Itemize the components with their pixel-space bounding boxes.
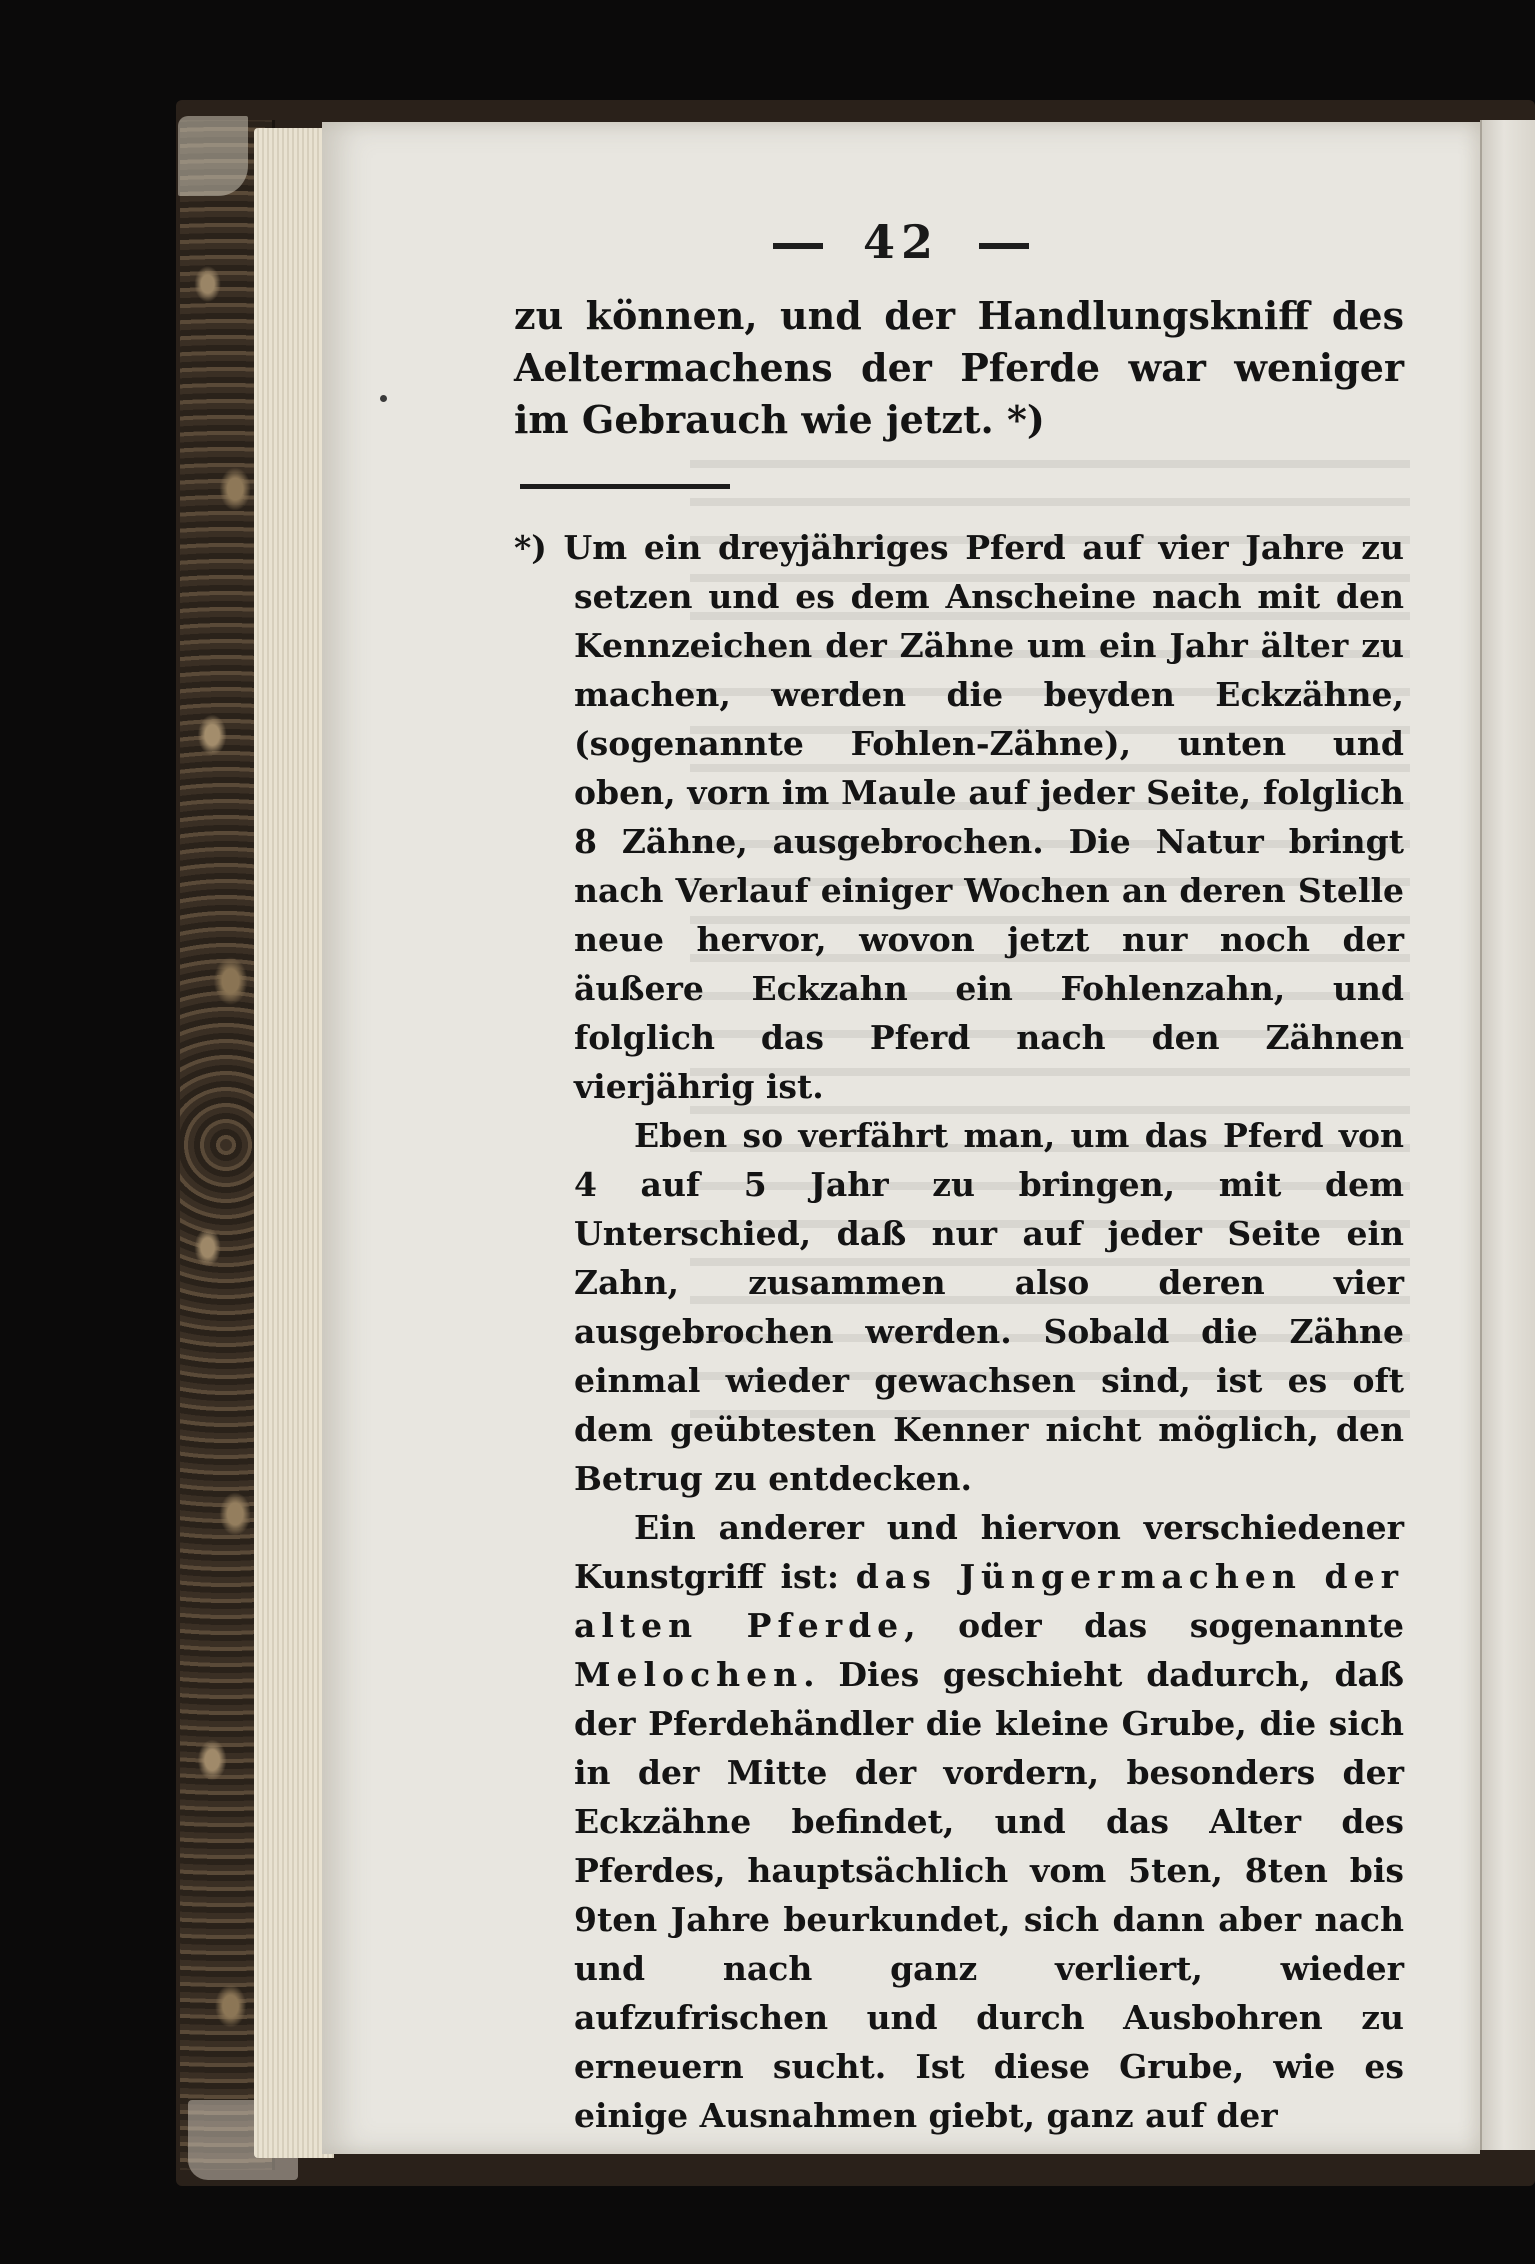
para3-spaced-term-1: das Jüngermachen der alten Pferde bbox=[574, 1557, 1404, 1645]
page-text bbox=[514, 290, 1404, 2140]
footnote-paragraph-2: Eben so verfährt man, um das Pferd von 4 auf 5 Jahr zu bringen, mit dem Unterschied, daß nur auf jeder Seite ein Zahn, zusammen also deren vier ausgebrochen werden. Sobald die Zähne einmal wieder gewachsen sind, ist es oft dem geübtesten Kenner nicht möglich, den Betrug zu entdecken. bbox=[574, 1116, 1404, 1498]
footnote-marker: *) bbox=[514, 528, 547, 567]
page-header bbox=[322, 215, 1480, 269]
header-dash-right bbox=[979, 243, 1029, 249]
header-dash-left bbox=[773, 243, 823, 249]
worn-corner-top bbox=[178, 116, 248, 196]
para3-after: . Dies geschieht dadurch, daß der Pferdehändler die kleine Grube, die sich in der Mitte der vordern, besonders der Eckzähne befindet, und das Alter des Pferdes, hauptsächlich vom 5ten, 8ten bis 9ten Jahre beurkundet, sich dann aber nach und nach ganz verliert, wieder aufzufrischen und durch Ausbohren zu erneuern sucht. Ist diese Grube, wie es einige Ausnahmen giebt, ganz auf der bbox=[574, 1655, 1404, 2135]
ink-speck bbox=[380, 395, 387, 402]
para3-middle: , oder das sogenannte bbox=[904, 1606, 1405, 1645]
main-paragraph: zu können, und der Handlungskniff des Aeltermachens der Pferde war weniger im Gebrauch wie jetzt. *) bbox=[514, 293, 1404, 442]
para3-spaced-term-2: Melochen bbox=[574, 1655, 804, 1694]
page-number: 42 bbox=[862, 215, 939, 269]
footnote-paragraph-3 bbox=[514, 1503, 1404, 2140]
facing-page-edge bbox=[1480, 120, 1535, 2150]
footnote-rule bbox=[520, 484, 730, 489]
footnote-text: Um ein dreyjähriges Pferd auf vier Jahre zu setzen und es dem Anscheine nach mit den Kennzeichen der Zähne um ein Jahr älter zu machen, werden die beyden Eckzähne, (sogenannte Fohlen-Zähne), unten und oben, vorn im Maule auf jeder Seite, folglich 8 Zähne, ausgebrochen. Die Natur bringt nach Verlauf einiger Wochen an deren Stelle neue hervor, wovon jetzt nur noch der äußere Eckzahn ein Fohlenzahn, und folglich das Pferd nach den Zähnen vierjährig ist. bbox=[563, 528, 1404, 1106]
para3-before: Ein anderer und hiervon verschiedener Kunstgriff ist: bbox=[574, 1508, 1404, 1596]
footnote bbox=[514, 523, 1404, 1111]
